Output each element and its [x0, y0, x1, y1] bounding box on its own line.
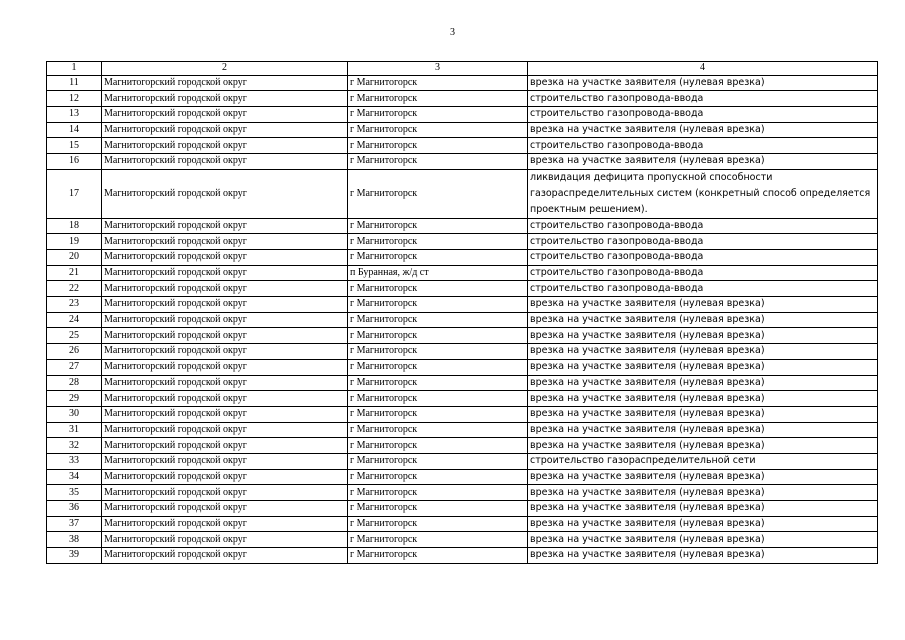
header-cell-3: 3	[348, 62, 528, 76]
row-number-cell: 29	[47, 391, 102, 407]
table-header-row	[47, 62, 878, 76]
district-cell: Магнитогорский городской округ	[102, 516, 348, 532]
description-cell: врезка на участке заявителя (нулевая врезка)	[528, 75, 878, 91]
table-row	[47, 328, 878, 344]
page-number: 3	[450, 27, 455, 38]
district-cell: Магнитогорский городской округ	[102, 548, 348, 564]
row-number-cell: 17	[47, 169, 102, 218]
table-row	[47, 234, 878, 250]
district-cell: Магнитогорский городской округ	[102, 265, 348, 281]
table-row	[47, 485, 878, 501]
table-row	[47, 469, 878, 485]
row-number-cell: 21	[47, 265, 102, 281]
locality-cell: г Магнитогорск	[348, 234, 528, 250]
district-cell: Магнитогорский городской округ	[102, 532, 348, 548]
table-row	[47, 297, 878, 313]
description-cell: врезка на участке заявителя (нулевая врезка)	[528, 548, 878, 564]
district-cell: Магнитогорский городской округ	[102, 328, 348, 344]
district-cell: Магнитогорский городской округ	[102, 234, 348, 250]
locality-cell: г Магнитогорск	[348, 106, 528, 122]
table-row	[47, 375, 878, 391]
row-number-cell: 19	[47, 234, 102, 250]
district-cell: Магнитогорский городской округ	[102, 281, 348, 297]
locality-cell: п Буранная, ж/д ст	[348, 265, 528, 281]
locality-cell: г Магнитогорск	[348, 485, 528, 501]
table-row	[47, 265, 878, 281]
locality-cell: г Магнитогорск	[348, 169, 528, 218]
description-cell: врезка на участке заявителя (нулевая врезка)	[528, 501, 878, 517]
district-cell: Магнитогорский городской округ	[102, 485, 348, 501]
table-row	[47, 250, 878, 266]
locality-cell: г Магнитогорск	[348, 532, 528, 548]
description-cell: врезка на участке заявителя (нулевая врезка)	[528, 438, 878, 454]
locality-cell: г Магнитогорск	[348, 218, 528, 234]
row-number-cell: 31	[47, 422, 102, 438]
locality-cell: г Магнитогорск	[348, 391, 528, 407]
row-number-cell: 34	[47, 469, 102, 485]
district-cell: Магнитогорский городской округ	[102, 422, 348, 438]
row-number-cell: 14	[47, 122, 102, 138]
locality-cell: г Магнитогорск	[348, 375, 528, 391]
row-number-cell: 38	[47, 532, 102, 548]
description-cell: врезка на участке заявителя (нулевая врезка)	[528, 516, 878, 532]
description-cell: врезка на участке заявителя (нулевая врезка)	[528, 297, 878, 313]
district-cell: Магнитогорский городской округ	[102, 218, 348, 234]
description-cell: строительство газопровода-ввода	[528, 138, 878, 154]
row-number-cell: 27	[47, 359, 102, 375]
description-cell: строительство газопровода-ввода	[528, 218, 878, 234]
table-row	[47, 391, 878, 407]
district-cell: Магнитогорский городской округ	[102, 297, 348, 313]
description-cell: строительство газопровода-ввода	[528, 281, 878, 297]
district-cell: Магнитогорский городской округ	[102, 91, 348, 107]
table-row	[47, 344, 878, 360]
locality-cell: г Магнитогорск	[348, 328, 528, 344]
description-cell: строительство газопровода-ввода	[528, 91, 878, 107]
description-cell: строительство газопровода-ввода	[528, 250, 878, 266]
row-number-cell: 26	[47, 344, 102, 360]
description-cell: врезка на участке заявителя (нулевая врезка)	[528, 344, 878, 360]
table-row	[47, 438, 878, 454]
table-row	[47, 501, 878, 517]
row-number-cell: 32	[47, 438, 102, 454]
description-cell: врезка на участке заявителя (нулевая врезка)	[528, 375, 878, 391]
row-number-cell: 20	[47, 250, 102, 266]
row-number-cell: 35	[47, 485, 102, 501]
table-row	[47, 169, 878, 218]
table-row	[47, 153, 878, 169]
description-cell: строительство газопровода-ввода	[528, 234, 878, 250]
locality-cell: г Магнитогорск	[348, 359, 528, 375]
row-number-cell: 11	[47, 75, 102, 91]
table-row	[47, 532, 878, 548]
district-cell: Магнитогорский городской округ	[102, 312, 348, 328]
header-cell-2: 2	[102, 62, 348, 76]
locality-cell: г Магнитогорск	[348, 548, 528, 564]
table-row	[47, 359, 878, 375]
row-number-cell: 16	[47, 153, 102, 169]
table-row	[47, 312, 878, 328]
row-number-cell: 24	[47, 312, 102, 328]
district-cell: Магнитогорский городской округ	[102, 169, 348, 218]
locality-cell: г Магнитогорск	[348, 422, 528, 438]
description-cell: врезка на участке заявителя (нулевая врезка)	[528, 312, 878, 328]
locality-cell: г Магнитогорск	[348, 312, 528, 328]
description-cell: строительство газопровода-ввода	[528, 106, 878, 122]
table-row	[47, 406, 878, 422]
row-number-cell: 15	[47, 138, 102, 154]
row-number-cell: 22	[47, 281, 102, 297]
description-cell: ликвидация дефицита пропускной способности газораспределительных систем (конкретный способ определяется проектным решением).	[528, 169, 878, 218]
locality-cell: г Магнитогорск	[348, 91, 528, 107]
district-cell: Магнитогорский городской округ	[102, 469, 348, 485]
locality-cell: г Магнитогорск	[348, 344, 528, 360]
header-cell-4: 4	[528, 62, 878, 76]
row-number-cell: 30	[47, 406, 102, 422]
district-cell: Магнитогорский городской округ	[102, 138, 348, 154]
locality-cell: г Магнитогорск	[348, 281, 528, 297]
locality-cell: г Магнитогорск	[348, 406, 528, 422]
district-cell: Магнитогорский городской округ	[102, 438, 348, 454]
locality-cell: г Магнитогорск	[348, 516, 528, 532]
locality-cell: г Магнитогорск	[348, 297, 528, 313]
registry-table	[46, 61, 878, 564]
district-cell: Магнитогорский городской округ	[102, 153, 348, 169]
district-cell: Магнитогорский городской округ	[102, 501, 348, 517]
district-cell: Магнитогорский городской округ	[102, 250, 348, 266]
locality-cell: г Магнитогорск	[348, 138, 528, 154]
description-cell: врезка на участке заявителя (нулевая врезка)	[528, 532, 878, 548]
row-number-cell: 37	[47, 516, 102, 532]
locality-cell: г Магнитогорск	[348, 250, 528, 266]
description-cell: врезка на участке заявителя (нулевая врезка)	[528, 391, 878, 407]
table-row	[47, 422, 878, 438]
district-cell: Магнитогорский городской округ	[102, 106, 348, 122]
table-row	[47, 516, 878, 532]
row-number-cell: 12	[47, 91, 102, 107]
description-cell: врезка на участке заявителя (нулевая врезка)	[528, 359, 878, 375]
district-cell: Магнитогорский городской округ	[102, 359, 348, 375]
row-number-cell: 28	[47, 375, 102, 391]
locality-cell: г Магнитогорск	[348, 438, 528, 454]
district-cell: Магнитогорский городской округ	[102, 75, 348, 91]
locality-cell: г Магнитогорск	[348, 122, 528, 138]
district-cell: Магнитогорский городской округ	[102, 406, 348, 422]
row-number-cell: 33	[47, 453, 102, 469]
table-row	[47, 75, 878, 91]
table-row	[47, 122, 878, 138]
table-row	[47, 453, 878, 469]
row-number-cell: 18	[47, 218, 102, 234]
header-cell-1: 1	[47, 62, 102, 76]
row-number-cell: 13	[47, 106, 102, 122]
table-row	[47, 138, 878, 154]
locality-cell: г Магнитогорск	[348, 453, 528, 469]
description-cell: врезка на участке заявителя (нулевая врезка)	[528, 422, 878, 438]
row-number-cell: 25	[47, 328, 102, 344]
district-cell: Магнитогорский городской округ	[102, 453, 348, 469]
table-row	[47, 91, 878, 107]
district-cell: Магнитогорский городской округ	[102, 391, 348, 407]
description-cell: строительство газопровода-ввода	[528, 265, 878, 281]
district-cell: Магнитогорский городской округ	[102, 375, 348, 391]
row-number-cell: 36	[47, 501, 102, 517]
description-cell: врезка на участке заявителя (нулевая врезка)	[528, 485, 878, 501]
description-cell: врезка на участке заявителя (нулевая врезка)	[528, 469, 878, 485]
locality-cell: г Магнитогорск	[348, 469, 528, 485]
description-cell: врезка на участке заявителя (нулевая врезка)	[528, 328, 878, 344]
table-row	[47, 281, 878, 297]
description-cell: врезка на участке заявителя (нулевая врезка)	[528, 406, 878, 422]
row-number-cell: 39	[47, 548, 102, 564]
locality-cell: г Магнитогорск	[348, 501, 528, 517]
district-cell: Магнитогорский городской округ	[102, 122, 348, 138]
locality-cell: г Магнитогорск	[348, 153, 528, 169]
table-row	[47, 548, 878, 564]
row-number-cell: 23	[47, 297, 102, 313]
table-row	[47, 106, 878, 122]
description-cell: врезка на участке заявителя (нулевая врезка)	[528, 122, 878, 138]
description-cell: врезка на участке заявителя (нулевая врезка)	[528, 153, 878, 169]
district-cell: Магнитогорский городской округ	[102, 344, 348, 360]
locality-cell: г Магнитогорск	[348, 75, 528, 91]
description-cell: строительство газораспределительной сети	[528, 453, 878, 469]
table-row	[47, 218, 878, 234]
